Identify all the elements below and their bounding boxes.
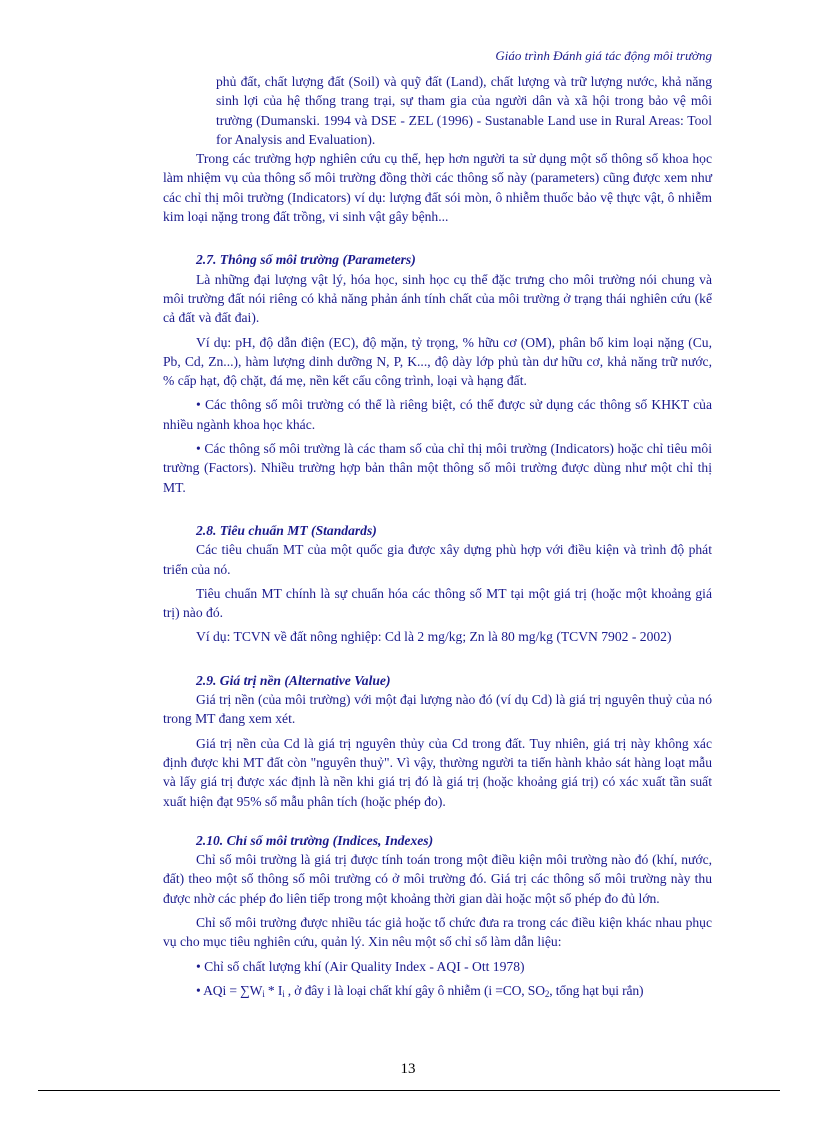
paragraph: Chỉ số môi trường được nhiều tác giả hoặc tổ chức đưa ra trong các điều kiện khác nhau phục vụ cho mục tiêu nghiên cứu, quản lý. Xin nêu một số chỉ số làm dẫn liệu:: [163, 914, 712, 950]
footer-divider: [38, 1090, 780, 1091]
page-body: [163, 72, 712, 1000]
section-heading-2-8: 2.8. Tiêu chuẩn MT (Standards): [196, 522, 377, 538]
paragraph: Tiêu chuẩn MT chính là sự chuẩn hóa các thông số MT tại một giá trị (hoặc một khoảng giá trị) nào đó.: [163, 585, 712, 621]
intro-paragraph: Trong các trường hợp nghiên cứu cụ thể, hẹp hơn người ta sử dụng một số thông số khoa học làm nhiệm vụ của thông số môi trường đồng thời các thông số này (parameters) cũng được xem như các chỉ thị môi trường (Indicators) ví dụ: lượng đất sói mòn, ô nhiễm thuốc bảo vệ thực vật, ô nhiễm kim loại nặng trong đất trồng, vi sinh vật gây bệnh...: [163, 151, 712, 225]
paragraph: Chỉ số môi trường là giá trị được tính toán trong một điều kiện môi trường nào đó (khí, nước, đất) theo một số thông số môi trường có ở môi trường đó. Giá trị các thông số môi trường này thu được nhờ các phép đo liên tiếp trong một khoảng thời gian dài hoặc một số phép đo đủ lớn.: [163, 852, 712, 906]
bullet-item: • Các thông số môi trường có thể là riêng biệt, có thể được sử dụng các thông số KHKT của nhiều ngành khoa học khác.: [163, 397, 712, 432]
continued-paragraph: phủ đất, chất lượng đất (Soil) và quỹ đất (Land), chất lượng và trữ lượng nước, khả năng sinh lợi của hệ thống trang trại, sự tham gia của người dân và xã hội trong bảo vệ môi trường (Dumanski. 1994 và DSE - ZEL (1996) - Sustanable Land use in Rural Areas: Tool for Analysis and Evaluation).: [216, 74, 712, 147]
bullet-item: • Các thông số môi trường là các tham số của chỉ thị môi trường (Indicators) hoặc chỉ tiêu môi trường (Factors). Nhiều trường hợp bản thân một thông số môi trường được dùng như một chỉ thị MT.: [163, 441, 712, 495]
paragraph: Các tiêu chuẩn MT của một quốc gia được xây dựng phù hợp với điều kiện và trình độ phát triển của nó.: [163, 542, 712, 577]
paragraph: Giá trị nền (của môi trường) với một đại lượng nào đó (ví dụ Cd) là giá trị nguyên thuỷ của nó trong MT đang xem xét.: [163, 692, 712, 727]
formula-bullet: • AQi = $\sum W_i * I_i$ , ở đây i là loại chất khí gây ô nhiễm (i =CO, $SO_2$, tổng hạt bụi rắn): [196, 982, 644, 999]
bullet-item: • Chỉ số chất lượng khí (Air Quality Index - AQI - Ott 1978): [196, 958, 525, 974]
paragraph: Giá trị nền của Cd là giá trị nguyên thủy của Cd trong đất. Tuy nhiên, giá trị này không xác định được khi MT đất còn "nguyên thuỷ". Vì vậy, thường người ta tiến hành khảo sát hàng loạt mẫu và lấy giá trị được xác định là nền khi giá trị đó là giá trị (hoặc khoảng giá trị) có xác xuất tần suất xuất hiện đạt 95% số mẫu phân tích (hoặc phép đo).: [163, 735, 712, 809]
section-heading-2-7: 2.7. Thông số môi trường (Parameters): [196, 252, 416, 268]
paragraph: Ví dụ: pH, độ dẫn điện (EC), độ mặn, tỷ trọng, % hữu cơ (OM), phân bố kim loại nặng (Cu, Pb, Cd, Zn...), hàm lượng dinh dưỡng N, P, K..., độ dày lớp phủ tàn dư hữu cơ, khả năng trữ nước, % cấp hạt, độ chặt, đá mẹ, nền kết cấu công trình, loại và hạng đất.: [163, 334, 712, 389]
section-heading-2-9: 2.9. Giá trị nền (Alternative Value): [196, 672, 391, 688]
paragraph: Ví dụ: TCVN về đất nông nghiệp: Cd là 2 mg/kg; Zn là 80 mg/kg (TCVN 7902 - 2002): [196, 629, 672, 645]
paragraph: Là những đại lượng vật lý, hóa học, sinh học cụ thể đặc trưng cho môi trường nói chung và môi trường đất nói riêng có khả năng phản ánh tính chất của môi trường ở trạng thái nghiên cứu (kể cả đất và đất đai).: [163, 271, 712, 326]
page-number: 13: [400, 1061, 416, 1077]
section-heading-2-10: 2.10. Chỉ số môi trường (Indices, Indexes): [196, 832, 434, 848]
running-header: Giáo trình Đánh giá tác động môi trường: [495, 48, 712, 63]
